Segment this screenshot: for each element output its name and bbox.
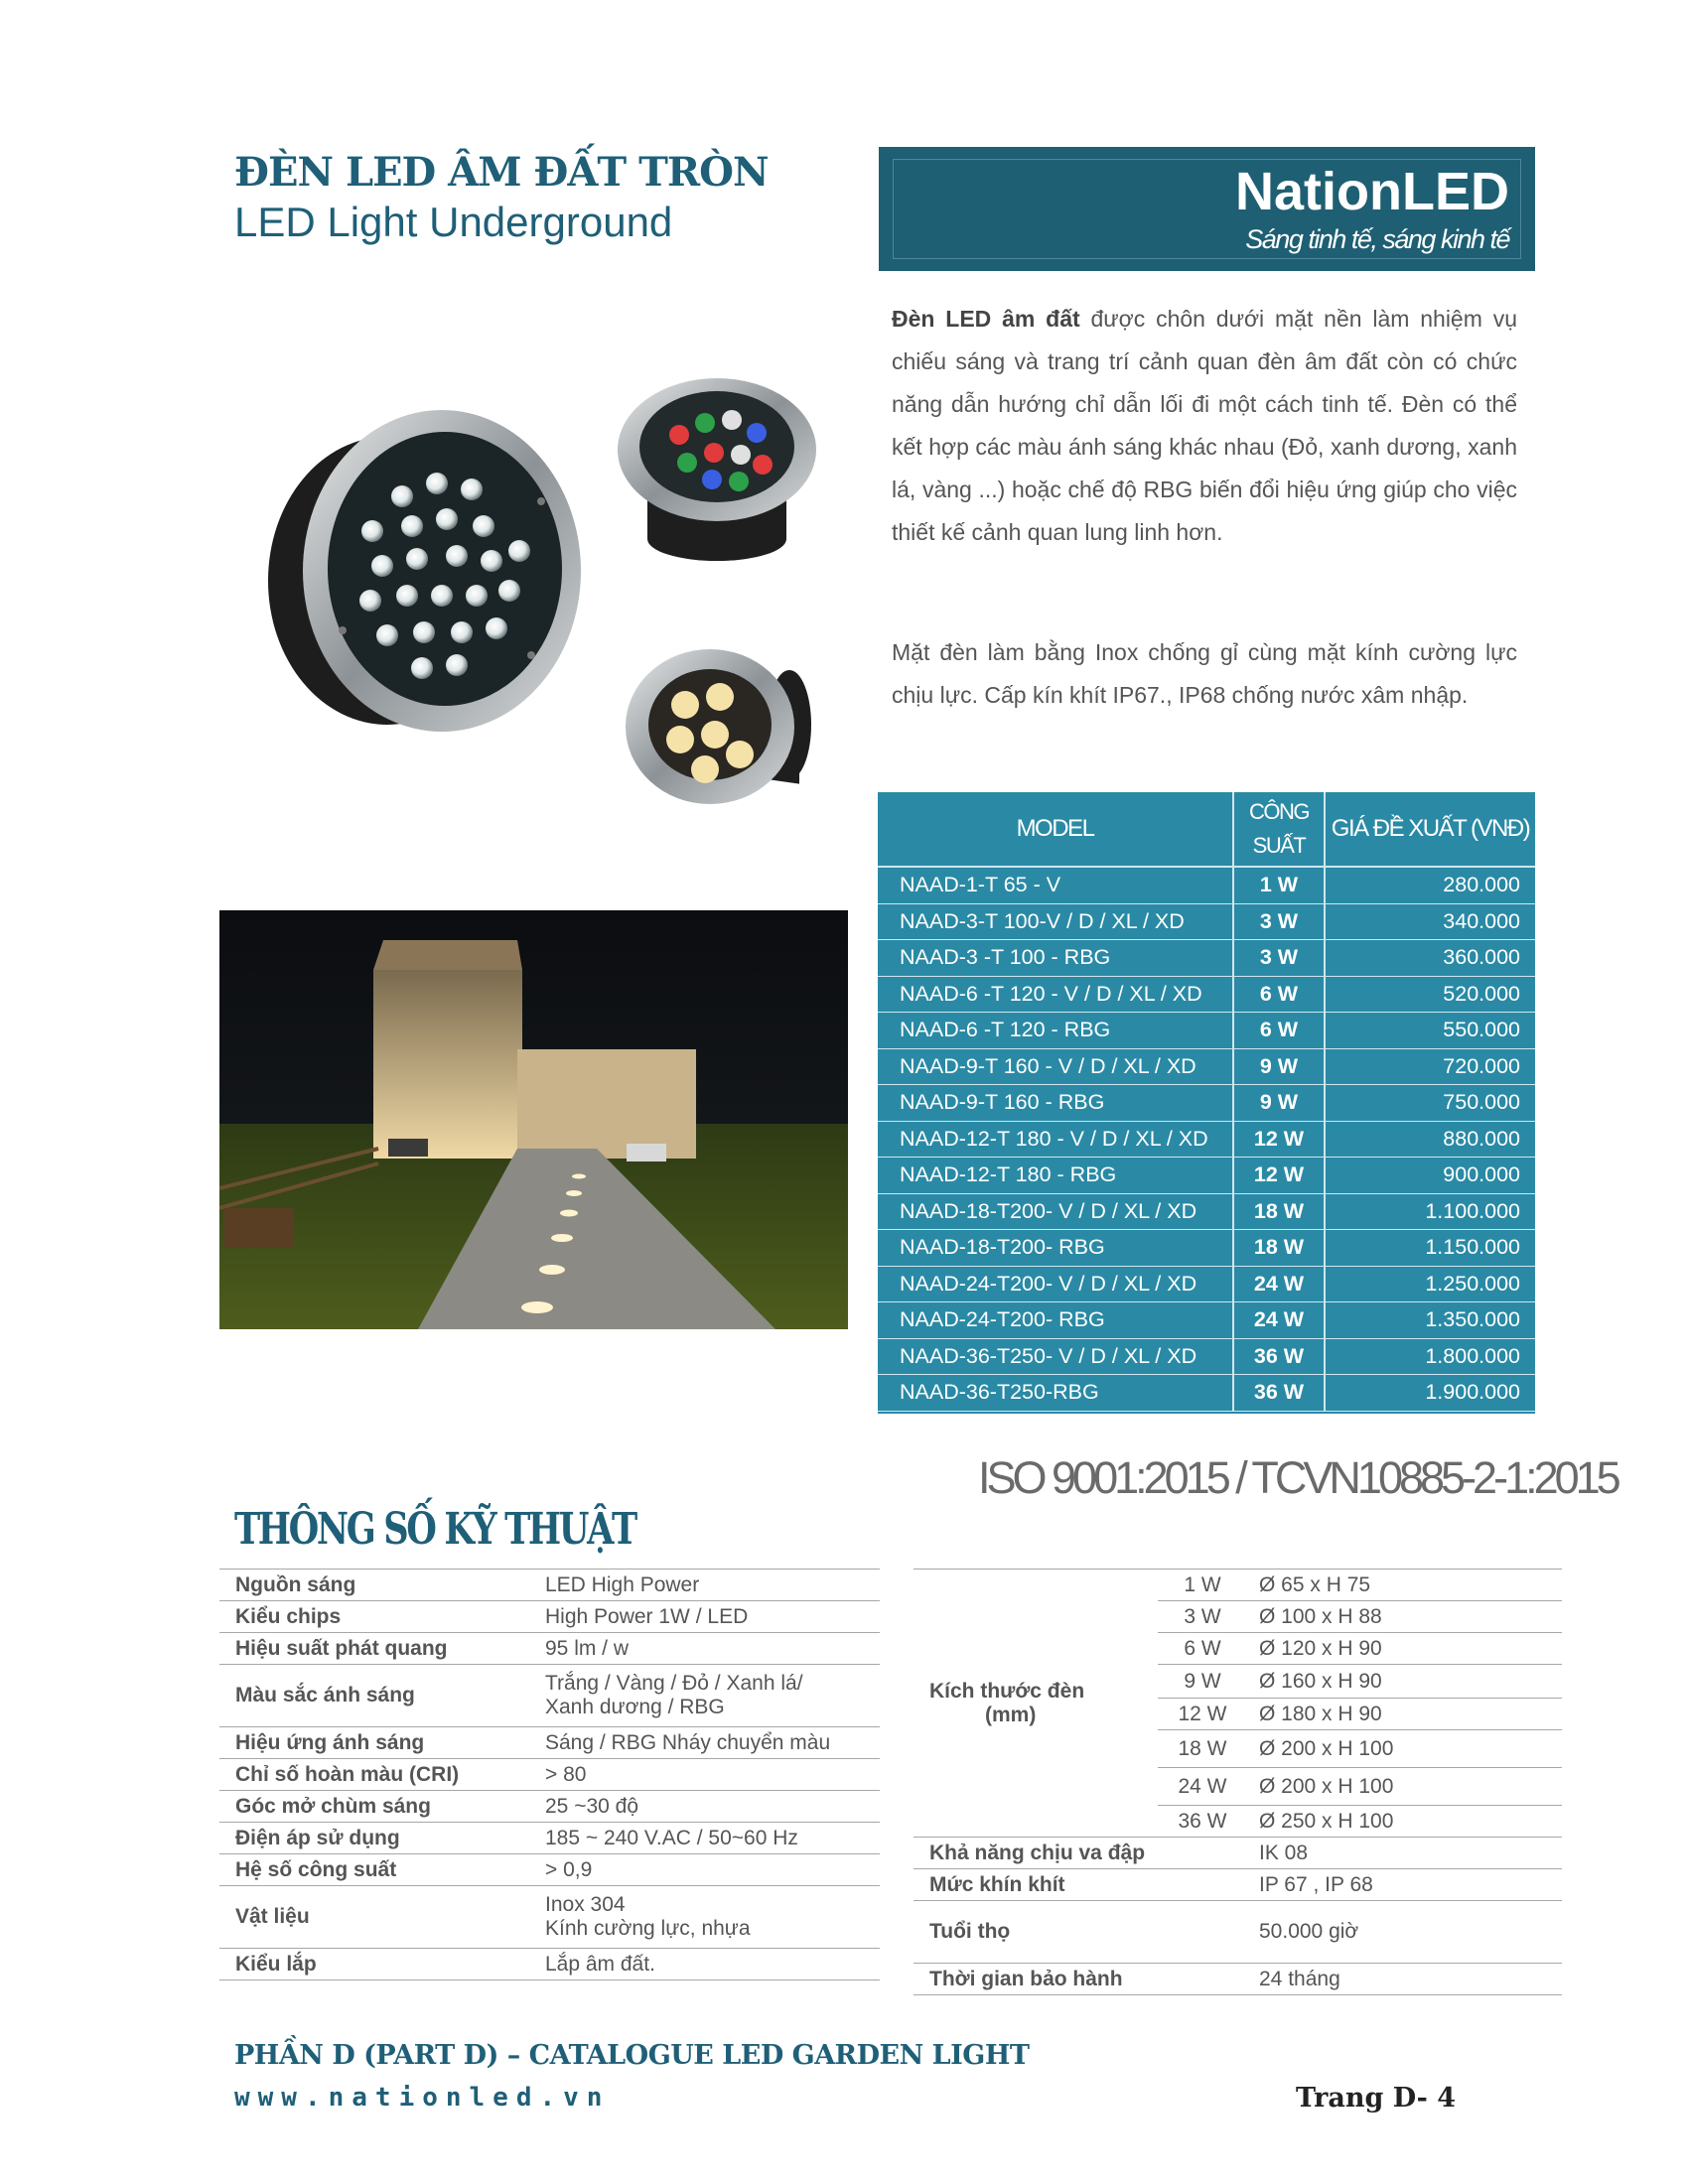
price-cell-model: NAAD-6 -T 120 - V / D / XL / XD: [878, 976, 1233, 1013]
spec-value-line: LED High Power: [545, 1572, 700, 1596]
dimension-power: 1 W: [1158, 1570, 1247, 1601]
price-cell-price: 1.900.000: [1325, 1375, 1535, 1412]
price-cell-model: NAAD-12-T 180 - V / D / XL / XD: [878, 1121, 1233, 1158]
price-cell-power: 36 W: [1233, 1338, 1325, 1375]
price-row: [878, 1302, 1535, 1339]
price-cell-power: 3 W: [1233, 940, 1325, 977]
dimension-power: 18 W: [1158, 1730, 1247, 1768]
spec-value: IP 67 , IP 68: [1247, 1869, 1562, 1901]
product-image-warm-lamp: [626, 635, 814, 809]
price-cell-model: NAAD-1-T 65 - V: [878, 867, 1233, 903]
spec-value-line: Trắng / Vàng / Đỏ / Xanh lá/: [545, 1672, 803, 1695]
price-cell-model: NAAD-24-T200- V / D / XL / XD: [878, 1266, 1233, 1302]
dimension-label: [914, 1570, 1158, 1838]
spec-value: 50.000 giờ: [1247, 1901, 1562, 1964]
page-title-vn: ĐÈN LED ÂM ĐẤT TRÒN: [234, 149, 769, 196]
spec-row: [219, 1759, 880, 1791]
spec-value: [545, 1601, 880, 1633]
price-row: [878, 1338, 1535, 1375]
spec-row: [219, 1570, 880, 1601]
price-row: [878, 1121, 1535, 1158]
price-cell-power: 3 W: [1233, 903, 1325, 940]
price-cell-model: NAAD-36-T250- V / D / XL / XD: [878, 1338, 1233, 1375]
price-cell-power: 1 W: [1233, 867, 1325, 903]
description-paragraph-1: [892, 298, 1517, 554]
spec-value-line: Xanh dương / RBG: [545, 1696, 725, 1718]
brand-name: NationLED: [1235, 162, 1509, 221]
price-cell-model: NAAD-36-T250-RBG: [878, 1375, 1233, 1412]
dimension-power: 9 W: [1158, 1665, 1247, 1699]
dimension-size: Ø 200 x H 100: [1247, 1730, 1562, 1768]
price-row: [878, 1193, 1535, 1230]
spec-label: Thời gian bảo hành: [914, 1964, 1247, 1995]
price-row: [878, 867, 1535, 903]
footer-website-link[interactable]: www.nationled.vn: [234, 2083, 611, 2113]
price-row: [878, 976, 1535, 1013]
description-p1-text: được chôn dưới mặt nền làm nhiệm vụ chiếu sáng và trang trí cảnh quan đèn âm đất còn có chức năng dẫn hướng chỉ dẫn lối đi một cách tinh tế. Đèn có thể kết hợp các màu ánh sáng khác nhau (Đỏ, xanh dương, xanh lá, vàng ...) hoặc chế độ RBG biến đổi hiệu ứng giúp cho việc thiết kế cảnh quan lung linh hơn.: [892, 306, 1517, 545]
price-row: [878, 1048, 1535, 1085]
price-cell-power: 9 W: [1233, 1085, 1325, 1122]
price-cell-price: 340.000: [1325, 903, 1535, 940]
spec-value-line: > 80: [545, 1762, 587, 1786]
price-cell-power: 12 W: [1233, 1121, 1325, 1158]
spec-row: [914, 1869, 1562, 1901]
description-bold-lead: Đèn LED âm đất: [892, 306, 1080, 332]
price-header-model: MODEL: [878, 792, 1233, 867]
price-header-power: CÔNG SUẤT: [1233, 792, 1325, 867]
spec-value-line: 25 ~30 độ: [545, 1794, 639, 1818]
spec-label: Vật liệu: [219, 1886, 545, 1949]
spec-row: [219, 1823, 880, 1854]
price-cell-price: 1.800.000: [1325, 1338, 1535, 1375]
price-row: [878, 940, 1535, 977]
product-image-large-lamp: [253, 392, 581, 735]
spec-value: [545, 1886, 880, 1949]
spec-value: [545, 1791, 880, 1823]
price-cell-price: 900.000: [1325, 1158, 1535, 1194]
price-cell-price: 1.350.000: [1325, 1302, 1535, 1339]
price-cell-power: 6 W: [1233, 1013, 1325, 1049]
dimension-size: Ø 250 x H 100: [1247, 1806, 1562, 1838]
price-cell-model: NAAD-6 -T 120 - RBG: [878, 1013, 1233, 1049]
price-cell-model: NAAD-24-T200- RBG: [878, 1302, 1233, 1339]
night-scene-photo: [219, 910, 848, 1329]
price-cell-power: 24 W: [1233, 1266, 1325, 1302]
price-table: [878, 792, 1535, 1414]
dimension-power: 24 W: [1158, 1768, 1247, 1806]
spec-value-line: Sáng / RBG Nháy chuyển màu: [545, 1730, 831, 1754]
spec-row: [914, 1901, 1562, 1964]
brand-banner: [879, 147, 1535, 271]
price-row: [878, 1158, 1535, 1194]
spec-value-line: Inox 304: [545, 1893, 626, 1916]
iso-certification: ISO 9001:2015 / TCVN10885-2-1:2015: [978, 1452, 1618, 1503]
price-cell-power: 12 W: [1233, 1158, 1325, 1194]
spec-row: [219, 1633, 880, 1665]
brand-slogan: Sáng tinh tế, sáng kinh tế: [1245, 224, 1509, 254]
spec-value-line: > 0,9: [545, 1857, 593, 1881]
spec-value: [545, 1949, 880, 1980]
price-cell-model: NAAD-18-T200- RBG: [878, 1230, 1233, 1267]
price-cell-price: 1.150.000: [1325, 1230, 1535, 1267]
spec-value: [545, 1759, 880, 1791]
spec-label: Màu sắc ánh sáng: [219, 1665, 545, 1727]
dimension-label-text: Kích thước đèn: [929, 1679, 1085, 1703]
price-row: [878, 1266, 1535, 1302]
price-cell-price: 720.000: [1325, 1048, 1535, 1085]
dimension-size: Ø 200 x H 100: [1247, 1768, 1562, 1806]
dimension-power: 3 W: [1158, 1601, 1247, 1633]
dimension-size: Ø 120 x H 90: [1247, 1633, 1562, 1665]
price-row: [878, 903, 1535, 940]
spec-row: [219, 1886, 880, 1949]
dimension-unit-text: (mm): [985, 1703, 1037, 1726]
spec-value: IK 08: [1247, 1838, 1562, 1869]
price-cell-power: 24 W: [1233, 1302, 1325, 1339]
price-cell-model: NAAD-9-T 160 - V / D / XL / XD: [878, 1048, 1233, 1085]
spec-row: [219, 1854, 880, 1886]
spec-value: [545, 1665, 880, 1727]
spec-row: [219, 1601, 880, 1633]
spec-table-right: [914, 1569, 1562, 1995]
price-cell-price: 550.000: [1325, 1013, 1535, 1049]
price-cell-power: 6 W: [1233, 976, 1325, 1013]
spec-value-line: High Power 1W / LED: [545, 1604, 749, 1628]
price-cell-price: 520.000: [1325, 976, 1535, 1013]
price-row: [878, 1230, 1535, 1267]
price-row: [878, 1375, 1535, 1412]
spec-row: [219, 1727, 880, 1759]
price-row: [878, 1085, 1535, 1122]
spec-row: [219, 1791, 880, 1823]
page-number: Trang D- 4: [1296, 2083, 1457, 2114]
spec-row: [219, 1665, 880, 1727]
page-title-en: LED Light Underground: [234, 199, 673, 245]
spec-value: [545, 1823, 880, 1854]
price-cell-price: 1.250.000: [1325, 1266, 1535, 1302]
price-cell-model: NAAD-3 -T 100 - RBG: [878, 940, 1233, 977]
price-cell-power: 9 W: [1233, 1048, 1325, 1085]
spec-label: Hiệu ứng ánh sáng: [219, 1727, 545, 1759]
spec-value-line: 185 ~ 240 V.AC / 50~60 Hz: [545, 1826, 798, 1849]
spec-value-line: Kính cường lực, nhựa: [545, 1917, 751, 1940]
dimension-size: Ø 65 x H 75: [1247, 1570, 1562, 1601]
description-paragraph-2: Mặt đèn làm bằng Inox chống gỉ cùng mặt kính cường lực chịu lực. Cấp kín khít IP67., IP68 chống nước xâm nhập.: [892, 639, 1517, 708]
price-row: [878, 1013, 1535, 1049]
spec-value: [545, 1854, 880, 1886]
price-cell-price: 750.000: [1325, 1085, 1535, 1122]
dimension-size: Ø 100 x H 88: [1247, 1601, 1562, 1633]
spec-label: Chỉ số hoàn màu (CRI): [219, 1759, 545, 1791]
spec-table-left: [219, 1569, 880, 1980]
dimension-power: 6 W: [1158, 1633, 1247, 1665]
price-cell-power: 36 W: [1233, 1375, 1325, 1412]
dimension-size: Ø 160 x H 90: [1247, 1665, 1562, 1699]
price-cell-power: 18 W: [1233, 1193, 1325, 1230]
price-header-price: GIÁ ĐỀ XUẤT (VNĐ): [1325, 792, 1535, 867]
spec-value: [545, 1570, 880, 1601]
spec-label: Góc mở chùm sáng: [219, 1791, 545, 1823]
spec-label: Hiệu suất phát quang: [219, 1633, 545, 1665]
spec-label: Hệ số công suất: [219, 1854, 545, 1886]
footer-part-title: PHẦN D (PART D) – CATALOGUE LED GARDEN LIGHT: [234, 2040, 1030, 2071]
spec-value: [545, 1633, 880, 1665]
price-cell-power: 18 W: [1233, 1230, 1325, 1267]
dimension-power: 36 W: [1158, 1806, 1247, 1838]
specs-heading: THÔNG SỐ KỸ THUẬT: [234, 1504, 635, 1555]
price-cell-price: 1.100.000: [1325, 1193, 1535, 1230]
dimension-row: [914, 1570, 1562, 1601]
dimension-size: Ø 180 x H 90: [1247, 1699, 1562, 1730]
spec-value: [545, 1727, 880, 1759]
dimension-power: 12 W: [1158, 1699, 1247, 1730]
spec-label: Kiểu chips: [219, 1601, 545, 1633]
price-cell-price: 880.000: [1325, 1121, 1535, 1158]
spec-row: [219, 1949, 880, 1980]
spec-row: [914, 1964, 1562, 1995]
spec-label: Kiểu lắp: [219, 1949, 545, 1980]
spec-value-line: Lắp âm đất.: [545, 1952, 655, 1976]
spec-label: Nguồn sáng: [219, 1570, 545, 1601]
spec-label: Điện áp sử dụng: [219, 1823, 545, 1854]
price-cell-model: NAAD-12-T 180 - RBG: [878, 1158, 1233, 1194]
spec-label: Mức khín khít: [914, 1869, 1247, 1901]
price-cell-price: 360.000: [1325, 940, 1535, 977]
price-cell-price: 280.000: [1325, 867, 1535, 903]
price-cell-model: NAAD-9-T 160 - RBG: [878, 1085, 1233, 1122]
product-image-rgb-lamp: [618, 375, 816, 564]
price-cell-model: NAAD-3-T 100-V / D / XL / XD: [878, 903, 1233, 940]
spec-value-line: 95 lm / w: [545, 1636, 630, 1660]
spec-value: 24 tháng: [1247, 1964, 1562, 1995]
spec-label: Tuổi thọ: [914, 1901, 1247, 1964]
price-cell-model: NAAD-18-T200- V / D / XL / XD: [878, 1193, 1233, 1230]
spec-label: Khả năng chịu va đập: [914, 1838, 1247, 1869]
spec-row: [914, 1838, 1562, 1869]
